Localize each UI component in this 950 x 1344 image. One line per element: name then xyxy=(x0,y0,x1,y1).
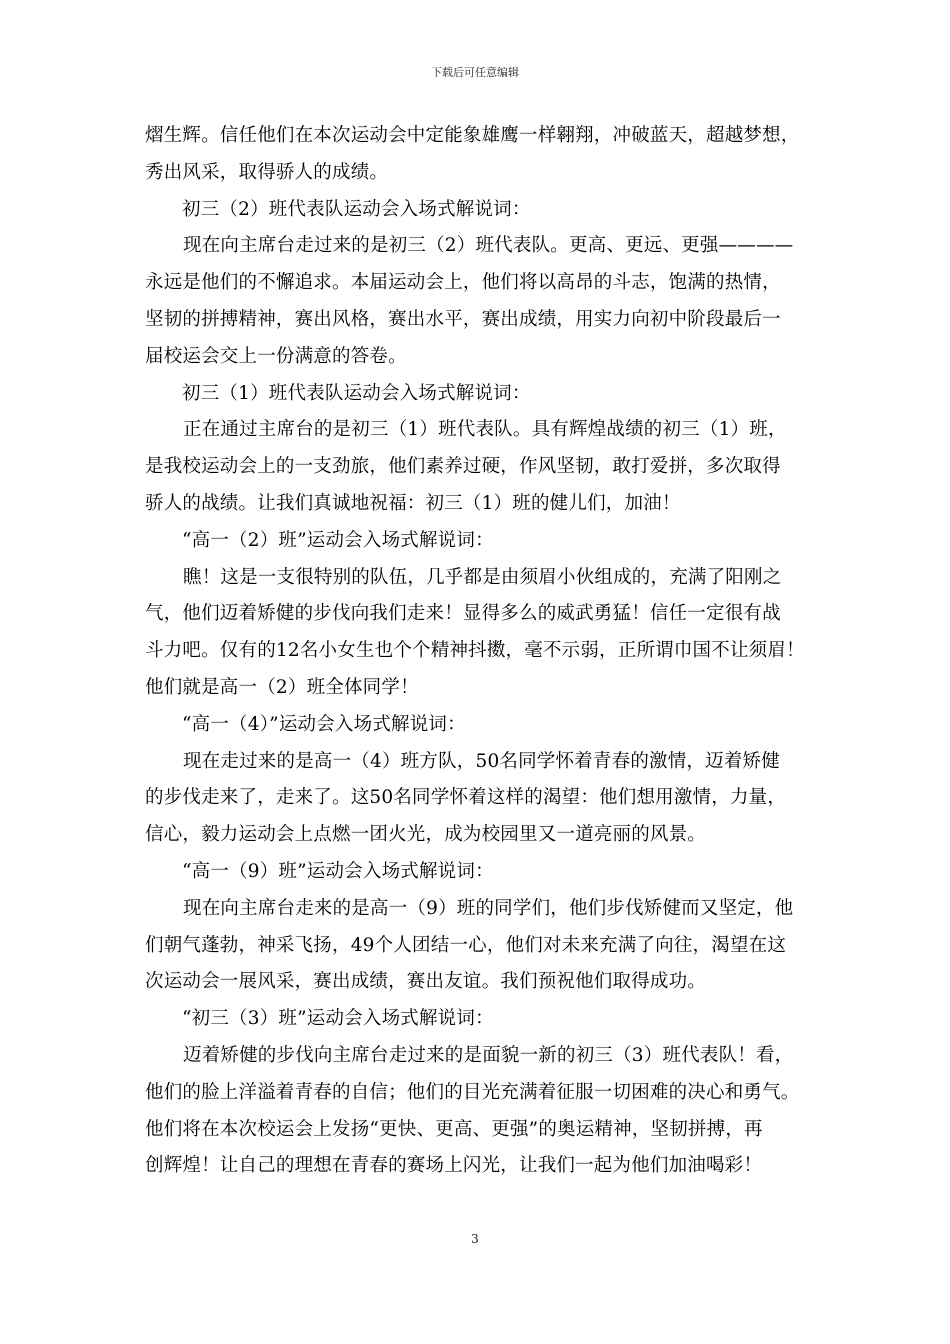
text-line: 的步伐走来了，走来了。这50名同学怀着这样的渴望：他们想用激情，力量， xyxy=(145,787,787,809)
text-line: 们朝气蓬勃，神采飞扬，49个人团结一心，他们对未来充满了向往，渴望在这 xyxy=(145,934,787,956)
text-line: 他们的脸上洋溢着青春的自信；他们的目光充满着征服一切困难的决心和勇气。 xyxy=(145,1081,800,1103)
text-line: 秀出风采，取得骄人的成绩。 xyxy=(145,161,389,183)
section-heading: 初三（1）班代表队运动会入场式解说词： xyxy=(182,382,531,404)
section-heading: “初三（3）班”运动会入场式解说词： xyxy=(182,1008,494,1030)
text-line: 永远是他们的不懈追求。本届运动会上，他们将以高昂的斗志，饱满的热情， xyxy=(145,272,781,294)
text-line: 骄人的战绩。让我们真诚地祝福：初三（1）班的健儿们，加油！ xyxy=(145,492,681,514)
text-line: 气，他们迈着矫健的步伐向我们走来！显得多么的威武勇猛！信任一定很有战 xyxy=(145,603,781,625)
text-line: 坚韧的拼搏精神，赛出风格，赛出水平，赛出成绩，用实力向初中阶段最后一 xyxy=(145,308,781,330)
text-line: 他们就是高一（2）班全体同学！ xyxy=(145,676,419,698)
paragraph-first-line: 迈着矫健的步伐向主席台走过来的是面貌一新的初三（3）班代表队！看， xyxy=(183,1044,794,1066)
text-line: 次运动会一展风采，赛出成绩，赛出友谊。我们预祝他们取得成功。 xyxy=(145,971,707,993)
text-line: 他们将在本次校运会上发扬“更快、更高、更强”的奥运精神，坚韧拼搏，再 xyxy=(145,1118,763,1140)
page-number: 3 xyxy=(471,1232,479,1246)
text-line: 是我校运动会上的一支劲旅，他们素养过硬，作风坚韧，敢打爱拼，多次取得 xyxy=(145,456,781,478)
section-heading: “高一（2）班”运动会入场式解说词： xyxy=(182,529,494,551)
page-header: 下载后可任意编辑 xyxy=(431,66,519,79)
document-body xyxy=(145,118,835,1185)
text-line: 熠生辉。信任他们在本次运动会中定能象雄鹰一样翱翔，冲破蓝天，超越梦想， xyxy=(145,125,800,146)
text-line: 斗力吧。仅有的12名小女生也个个精神抖擞，毫不示弱，正所谓巾国不让须眉！ xyxy=(145,640,805,662)
paragraph-first-line: 现在向主席台走过来的是初三（2）班代表队。更高、更远、更强———— xyxy=(183,235,794,257)
section-heading: “高一（4）”运动会入场式解说词： xyxy=(182,713,466,735)
section-heading: “高一（9）班”运动会入场式解说词： xyxy=(182,860,494,882)
paragraph-first-line: 现在走过来的是高一（4）班方队，50名同学怀着青春的激情，迈着矫健 xyxy=(183,750,780,772)
text-line: 届校运会交上一份满意的答卷。 xyxy=(145,345,407,367)
section-heading: 初三（2）班代表队运动会入场式解说词： xyxy=(182,198,531,220)
paragraph-first-line: 瞧！这是一支很特别的队伍，几乎都是由须眉小伙组成的，充满了阳刚之 xyxy=(183,566,782,588)
paragraph-first-line: 正在通过主席台的是初三（1）班代表队。具有辉煌战绩的初三（1）班， xyxy=(183,419,787,441)
text-line: 信心，毅力运动会上点燃一团火光，成为校园里又一道亮丽的风景。 xyxy=(145,824,707,846)
text-line: 创辉煌！让自己的理想在青春的赛场上闪光，让我们一起为他们加油喝彩！ xyxy=(145,1155,763,1177)
paragraph-first-line: 现在向主席台走来的是高一（9）班的同学们，他们步伐矫健而又坚定，他 xyxy=(183,897,794,919)
